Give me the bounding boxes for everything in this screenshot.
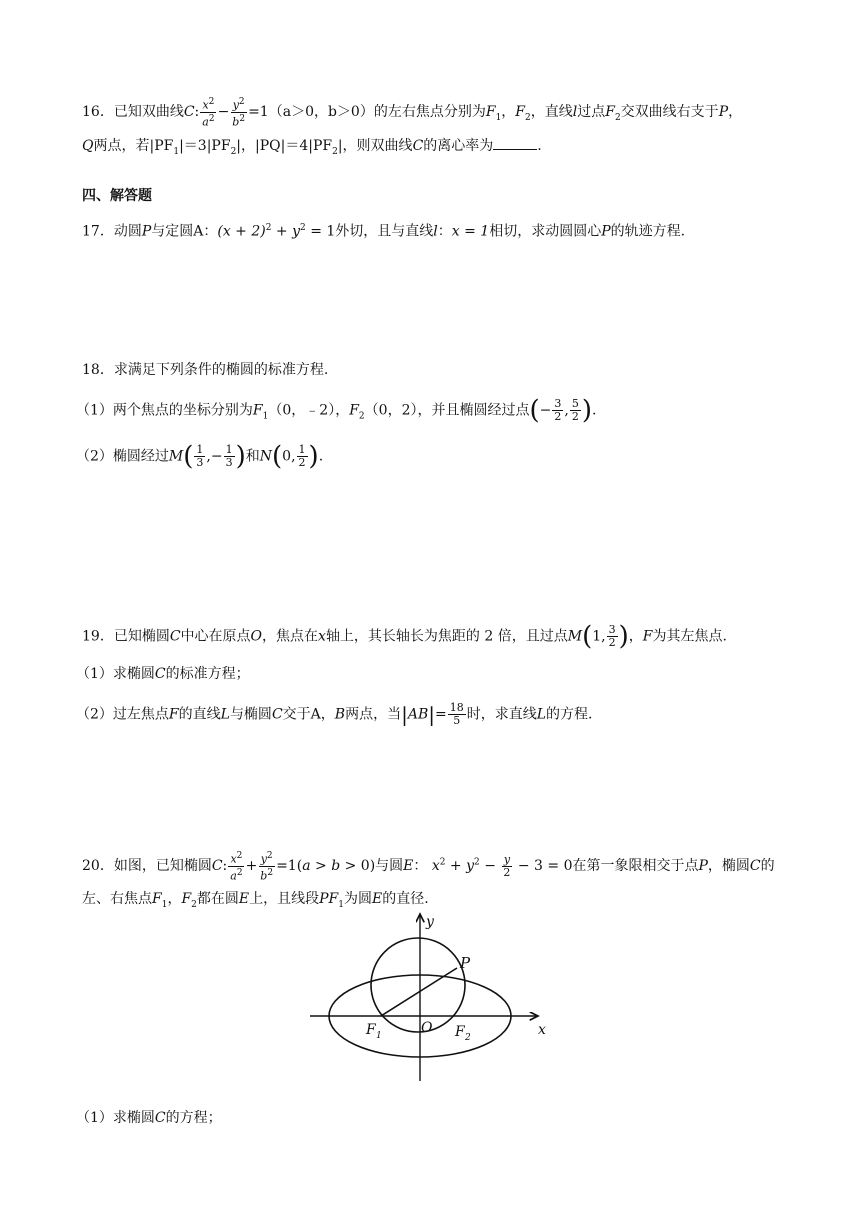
q18-text: 和	[245, 448, 260, 465]
var-C: C	[183, 104, 195, 121]
denominator: 3	[196, 456, 204, 469]
ellipse-circle-figure	[300, 906, 560, 1086]
denominator: 5	[453, 714, 461, 727]
q17-line: 17．动圆P与定圆A：$(x + 2)^2 + y^2 = 1$外切，且与直线l：x = 1相切，求动圆圆心P的轨迹方程.	[82, 223, 686, 240]
q16-number: 16．	[82, 104, 114, 121]
fraction-y2-b2: $\frac{y^2}{b^2}$	[232, 97, 246, 129]
var-C: C	[154, 1110, 166, 1126]
var-l: l	[572, 104, 578, 121]
var-P: P	[718, 104, 729, 121]
eq-part: = 1	[305, 223, 336, 240]
q17-text: 的轨迹方程.	[610, 223, 686, 240]
var-C: C	[749, 858, 761, 875]
q16-text: |，|PQ|＝4|PF	[236, 138, 333, 154]
var-AB: AB	[407, 706, 429, 723]
answer-blank	[493, 135, 537, 150]
fraction	[570, 398, 581, 423]
q19-text: 轴上，其长轴长为焦距的 2 倍，且过点	[325, 628, 568, 645]
eq-x1: x = 1	[451, 223, 490, 240]
var-F: F	[642, 628, 653, 645]
var-B: B	[334, 706, 346, 723]
label-F1-sub: 1	[376, 1031, 382, 1041]
q18-text: （2）椭圆经过	[76, 448, 169, 465]
var-C: C	[271, 706, 283, 723]
q16-text: |，则双曲线	[337, 138, 413, 154]
q16-text: 过点	[577, 104, 606, 121]
q18-text: （0，﹣2），	[268, 402, 350, 419]
q20-text: 的	[760, 858, 775, 875]
denominator: 3	[225, 456, 233, 469]
var-F2: F	[605, 104, 615, 121]
var-a: a	[202, 115, 209, 129]
q18-text: （1）两个焦点的坐标分别为	[76, 402, 253, 419]
q19-text: 为其左焦点.	[652, 628, 727, 645]
fraction	[224, 444, 235, 469]
var-L: L	[536, 706, 547, 723]
fraction	[297, 444, 308, 469]
q17-number: 17．	[82, 223, 114, 240]
q19-text: 中心在原点	[180, 628, 251, 645]
q16-condition: （a＞0，b＞0）的左右焦点分别为	[268, 104, 486, 121]
var-Q: Q	[82, 138, 94, 154]
equals-one: =1	[248, 104, 269, 121]
q20-line1: 20．如图，已知椭圆C: $\frac{x^2}{a^2}$ + $\frac{y^2}{b^2}$ =1(a > b > 0)与圆E： $x^2 + y^2$ − $\frac{y}{2}$ − 3 = 0在第一象限相交于点P，椭圆C的	[82, 851, 775, 883]
q20-text: 与圆	[375, 858, 404, 875]
fraction: $\frac{x^2}{a^2}$	[230, 851, 243, 883]
q16-line2: Q两点，若$|PF_1|=3|PF_2|$，$|PQ|=4|PF_2|$，则双曲线C的离心率为 .	[82, 135, 542, 162]
q20-text: 左、右焦点	[82, 891, 152, 907]
fraction	[448, 702, 466, 727]
var-F: F	[168, 706, 179, 723]
q19-part2: （2）过左焦点F的直线L与椭圆C交于A，B两点，当|AB|= $\frac{18}{5}$ 时，求直线L的方程.	[76, 701, 593, 727]
q19-part1	[76, 664, 250, 684]
q20-part1	[76, 1108, 222, 1128]
var-M: M	[168, 448, 184, 465]
q18-part1: （1）两个焦点的坐标分别为$F_1(0$，﹣2），$F_2(0$，2），并且椭圆经过点(− $\frac{3}{2}$ , $\frac{5}{2}$ ).	[76, 395, 597, 426]
q18-text: （0，2），并且椭圆经过点	[364, 402, 530, 419]
var-L: L	[220, 706, 230, 723]
denominator: 2	[571, 410, 579, 423]
var-b: b	[260, 869, 268, 883]
comma: ，	[501, 104, 516, 121]
q18-stem	[82, 360, 328, 380]
var-F1: F	[485, 104, 496, 121]
q20-text: 都在圆	[196, 891, 239, 907]
var-F2: F	[181, 891, 192, 907]
eq-part: + y	[271, 223, 301, 240]
label-P: P	[460, 954, 471, 972]
var-F2: F	[515, 104, 526, 121]
var-P: P	[141, 223, 152, 240]
q19-text: 的标准方程；	[165, 666, 250, 682]
q20-text: 的方程；	[165, 1110, 222, 1126]
numerator: 3	[608, 623, 616, 636]
section-heading: 四、解答题	[82, 188, 152, 204]
q20-text: ，椭圆	[707, 858, 750, 875]
q16-text: |＝3|PF	[179, 138, 231, 154]
q17-text: 相切，求动圆圆心	[489, 223, 602, 240]
q16-text: 已知双曲线	[113, 104, 184, 121]
var-C: C	[211, 858, 223, 875]
q20-line2: 左、右焦点$F_1$，$F_2$都在圆E上，且线段$PF_1$为圆E的直径.	[82, 891, 429, 910]
q20-text: 在第一象限相交于点	[572, 858, 699, 875]
label-y: y	[426, 914, 434, 930]
q19-text: 两点，当	[345, 706, 402, 723]
var-M: M	[567, 628, 583, 645]
var-x: x	[230, 852, 237, 866]
q20-text: 上，且线段	[249, 891, 320, 907]
var-F2: F	[349, 402, 359, 419]
var-y: y	[232, 98, 239, 112]
numerator: 3	[554, 397, 562, 410]
var-F1: F	[252, 402, 263, 419]
q20-number: 20．	[82, 858, 114, 875]
q20-text: （1）求椭圆	[76, 1110, 155, 1126]
label-O: O	[421, 1020, 433, 1036]
var-l: l	[433, 223, 438, 240]
q19-text: （2）过左焦点	[76, 706, 169, 723]
fraction: $\frac{y}{2}$	[503, 852, 511, 879]
q19-text: ，焦点在	[262, 628, 319, 645]
comma: ，	[728, 104, 743, 121]
var-N: N	[259, 448, 273, 465]
q16-text: 的离心率为	[423, 138, 494, 154]
q18-text: 求满足下列条件的椭圆的标准方程.	[113, 362, 329, 378]
numerator: 1	[225, 443, 233, 456]
var-E: E	[238, 891, 250, 907]
q20-text: 如图，已知椭圆	[113, 858, 212, 875]
circle-E	[371, 938, 465, 1032]
q17-text: 与定圆A：	[151, 223, 218, 240]
var-C: C	[169, 628, 181, 645]
q20-text: 的直径.	[382, 891, 429, 907]
fraction: $\frac{y^2}{b^2}$	[260, 851, 274, 883]
q20-text: 为圆	[344, 891, 373, 907]
var-b: b	[232, 115, 240, 129]
q19-text: 时，求直线	[466, 706, 537, 723]
period: .	[537, 138, 542, 154]
numerator: 1	[196, 443, 204, 456]
var-a: a	[230, 869, 237, 883]
denominator: 2	[554, 410, 562, 423]
q19-text: 交于A，	[282, 706, 335, 723]
var-C: C	[154, 666, 166, 682]
q18-part2: （2）椭圆经过M( $\frac{1}{3}$ ,− $\frac{1}{3}$ )和N(0, $\frac{1}{2}$ ).	[76, 441, 324, 472]
var-P: P	[698, 858, 708, 875]
numerator: 5	[571, 397, 579, 410]
q18-number: 18．	[82, 362, 114, 378]
q17-text: 动圆	[113, 223, 142, 240]
var-x: x	[318, 628, 326, 645]
q19-text: 的方程.	[546, 706, 593, 723]
q17-text: 外切，且与直线	[335, 223, 434, 240]
q16-text: ，直线	[530, 104, 573, 121]
numerator: 1	[298, 443, 306, 456]
q16-text: 交双曲线右支于	[620, 104, 719, 121]
numerator: 18	[449, 701, 464, 714]
q19-number: 19．	[82, 628, 114, 645]
var-y: y	[260, 852, 267, 866]
var-E: E	[403, 858, 414, 875]
q16-text: 两点，若|PF	[93, 138, 174, 154]
q19-text: 已知椭圆	[113, 628, 170, 645]
var-F1: F	[152, 891, 162, 907]
fraction	[194, 444, 205, 469]
label-F2-sub: 2	[465, 1033, 471, 1043]
var-E: E	[372, 891, 383, 907]
denominator: 2	[298, 456, 306, 469]
q19-text: 与椭圆	[229, 706, 272, 723]
fraction	[607, 624, 618, 649]
label-F2: F	[455, 1024, 465, 1040]
fraction	[552, 398, 563, 423]
q16-line1: 16．已知双曲线C: $\frac{x^2}{a^2}$ − $\frac{y^2}{b^2}$ =1（a＞0，b＞0）的左右焦点分别为$F_1$，$F_2$，直线l过点$F_2$交双曲线右支于P，	[82, 97, 743, 129]
comma: ，	[628, 628, 643, 645]
var-P: P	[601, 223, 611, 240]
label-F1: F	[366, 1022, 376, 1038]
eq-part: (x + 2)	[217, 223, 266, 240]
var-O: O	[250, 628, 263, 645]
colon: :	[194, 104, 200, 121]
q19-stem: 19．已知椭圆C中心在原点O，焦点在x轴上，其长轴长为焦距的 2 倍，且过点M(1, $\frac{3}{2}$ )，F为其左焦点.	[82, 621, 727, 652]
label-x: x	[538, 1022, 546, 1038]
var-C: C	[412, 138, 424, 154]
denominator: 2	[608, 636, 616, 649]
q17-text: ：	[437, 223, 452, 240]
q19-text: （1）求椭圆	[76, 666, 155, 682]
var-x: x	[202, 98, 209, 112]
q19-text: 的直线	[178, 706, 221, 723]
fraction-x2-a2: $\frac{x^2}{a^2}$	[202, 97, 215, 129]
